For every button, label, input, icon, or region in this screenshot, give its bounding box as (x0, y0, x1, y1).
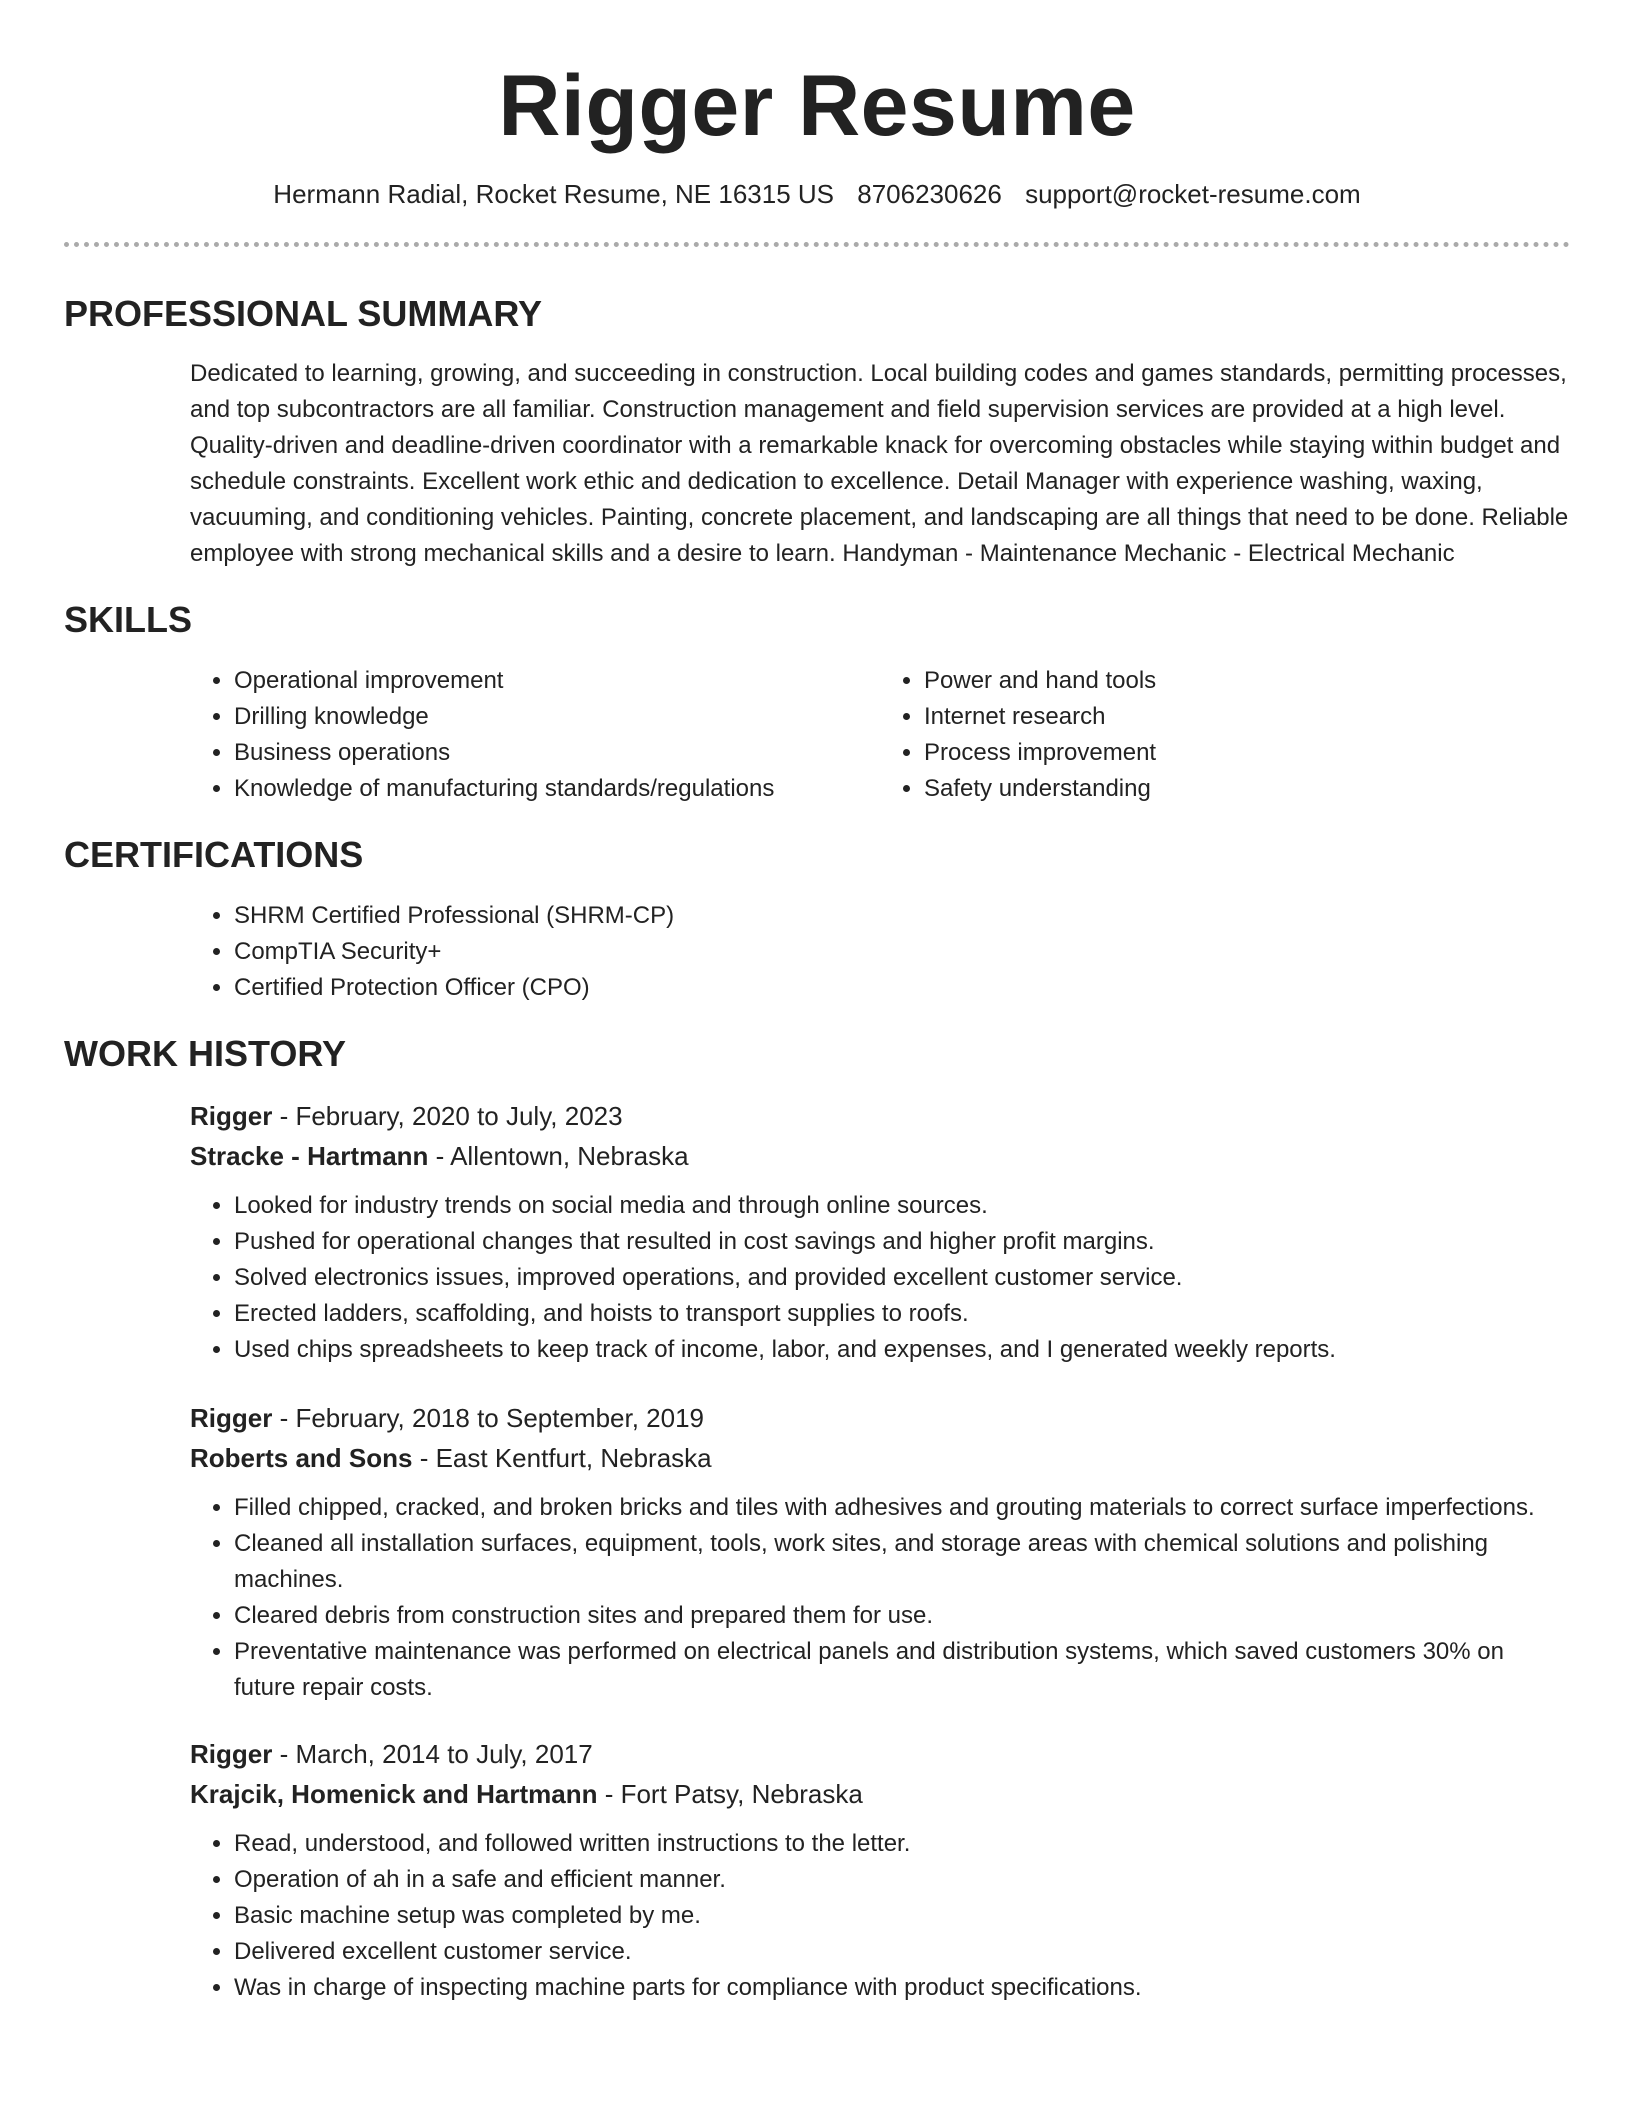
job-bullets (190, 1826, 1570, 2006)
summary-heading: PROFESSIONAL SUMMARY (64, 293, 543, 334)
job-dates: - March, 2014 to July, 2017 (272, 1739, 593, 1769)
skill-item: • Safety understanding (924, 771, 1570, 807)
job-dates: - February, 2018 to September, 2019 (272, 1403, 705, 1433)
skill-item: • Drilling knowledge (234, 699, 880, 735)
job-entry (190, 1096, 1570, 1368)
job-title-line (190, 1096, 1570, 1136)
resume-page (64, 0, 1570, 2006)
certification-item: • SHRM Certified Professional (SHRM-CP) (234, 898, 1570, 934)
contact-address: Hermann Radial, Rocket Resume, NE 16315 US (273, 179, 834, 209)
resume-title: Rigger Resume (498, 58, 1136, 154)
job-bullet: • Was in charge of inspecting machine parts for compliance with product specifications. (234, 1970, 1570, 2006)
certifications-heading: CERTIFICATIONS (64, 834, 364, 875)
summary-block (190, 356, 1570, 572)
job-company-line (190, 1438, 1570, 1478)
job-title-line (190, 1734, 1570, 1774)
job-bullets (190, 1188, 1570, 1368)
job-company: Roberts and Sons (190, 1443, 413, 1473)
contact-email: support@rocket-resume.com (1025, 179, 1361, 209)
skill-item: • Process improvement (924, 735, 1570, 771)
job-location: - Fort Patsy, Nebraska (597, 1779, 863, 1809)
job-bullet: • Used chips spreadsheets to keep track of income, labor, and expenses, and I generated weekly reports. (234, 1332, 1570, 1368)
skill-item: • Knowledge of manufacturing standards/regulations (234, 771, 880, 807)
job-title-line (190, 1398, 1570, 1438)
job-location: - Allentown, Nebraska (428, 1141, 689, 1171)
job-company-line (190, 1774, 1570, 1814)
job-bullet: • Filled chipped, cracked, and broken bricks and tiles with adhesives and grouting materials to correct surface imperfections. (234, 1490, 1570, 1526)
job-bullet: • Delivered excellent customer service. (234, 1934, 1570, 1970)
job-bullets (190, 1490, 1570, 1706)
job-bullet: • Operation of ah in a safe and efficient manner. (234, 1862, 1570, 1898)
skills-list-right (880, 663, 1570, 807)
job-entry (190, 1734, 1570, 2006)
job-company-line (190, 1136, 1570, 1176)
job-bullet: • Looked for industry trends on social media and through online sources. (234, 1188, 1570, 1224)
job-location: - East Kentfurt, Nebraska (412, 1443, 712, 1473)
certifications-block (190, 898, 1570, 1006)
skill-item: • Business operations (234, 735, 880, 771)
job-bullet: • Read, understood, and followed written instructions to the letter. (234, 1826, 1570, 1862)
job-dates: - February, 2020 to July, 2023 (272, 1101, 623, 1131)
skills-list-left (190, 663, 880, 807)
summary-text: Dedicated to learning, growing, and succeeding in construction. Local building codes and games standards, permitting processes, and top subcontractors are all familiar. Construction management and field supervision services are provided at a high level. Quality-driven and deadline-driven coordinator with a remarkable knack for overcoming obstacles while staying within budget and schedule constraints. Excellent work ethic and dedication to excellence. Detail Manager with experience washing, waxing, vacuuming, and conditioning vehicles. Painting, concrete placement, and landscaping are all things that need to be done. Reliable employee with strong mechanical skills and a desire to learn. Handyman - Maintenance Mechanic - Electrical Mechanic (190, 360, 1569, 567)
job-bullet: • Cleaned all installation surfaces, equipment, tools, work sites, and storage areas with chemical solutions and polishing machines. (234, 1526, 1570, 1598)
contact-phone: 8706230626 (857, 179, 1002, 209)
contact-line (64, 176, 1570, 212)
job-company: Stracke - Hartmann (190, 1141, 429, 1171)
skill-item: • Operational improvement (234, 663, 880, 699)
job-bullet: • Basic machine setup was completed by me. (234, 1898, 1570, 1934)
job-bullet: • Cleared debris from construction sites and prepared them for use. (234, 1598, 1570, 1634)
job-bullet: • Erected ladders, scaffolding, and hoists to transport supplies to roofs. (234, 1296, 1570, 1332)
job-bullet: • Solved electronics issues, improved operations, and provided excellent customer service. (234, 1260, 1570, 1296)
job-company: Krajcik, Homenick and Hartmann (190, 1779, 598, 1809)
job-role: Rigger (190, 1403, 273, 1433)
job-bullet: • Pushed for operational changes that resulted in cost savings and higher profit margins. (234, 1224, 1570, 1260)
skill-item: • Power and hand tools (924, 663, 1570, 699)
skills-heading: SKILLS (64, 599, 193, 640)
certification-item: • CompTIA Security+ (234, 934, 1570, 970)
skill-item: • Internet research (924, 699, 1570, 735)
certification-item: • Certified Protection Officer (CPO) (234, 970, 1570, 1006)
job-bullet: • Preventative maintenance was performed on electrical panels and distribution systems, which saved customers 30% on future repair costs. (234, 1634, 1570, 1706)
job-role: Rigger (190, 1739, 273, 1769)
header-divider (64, 242, 1570, 247)
certifications-list (190, 898, 1570, 1006)
job-role: Rigger (190, 1101, 273, 1131)
work-history-heading: WORK HISTORY (64, 1033, 347, 1074)
skills-block (190, 663, 1570, 807)
job-entry (190, 1398, 1570, 1706)
